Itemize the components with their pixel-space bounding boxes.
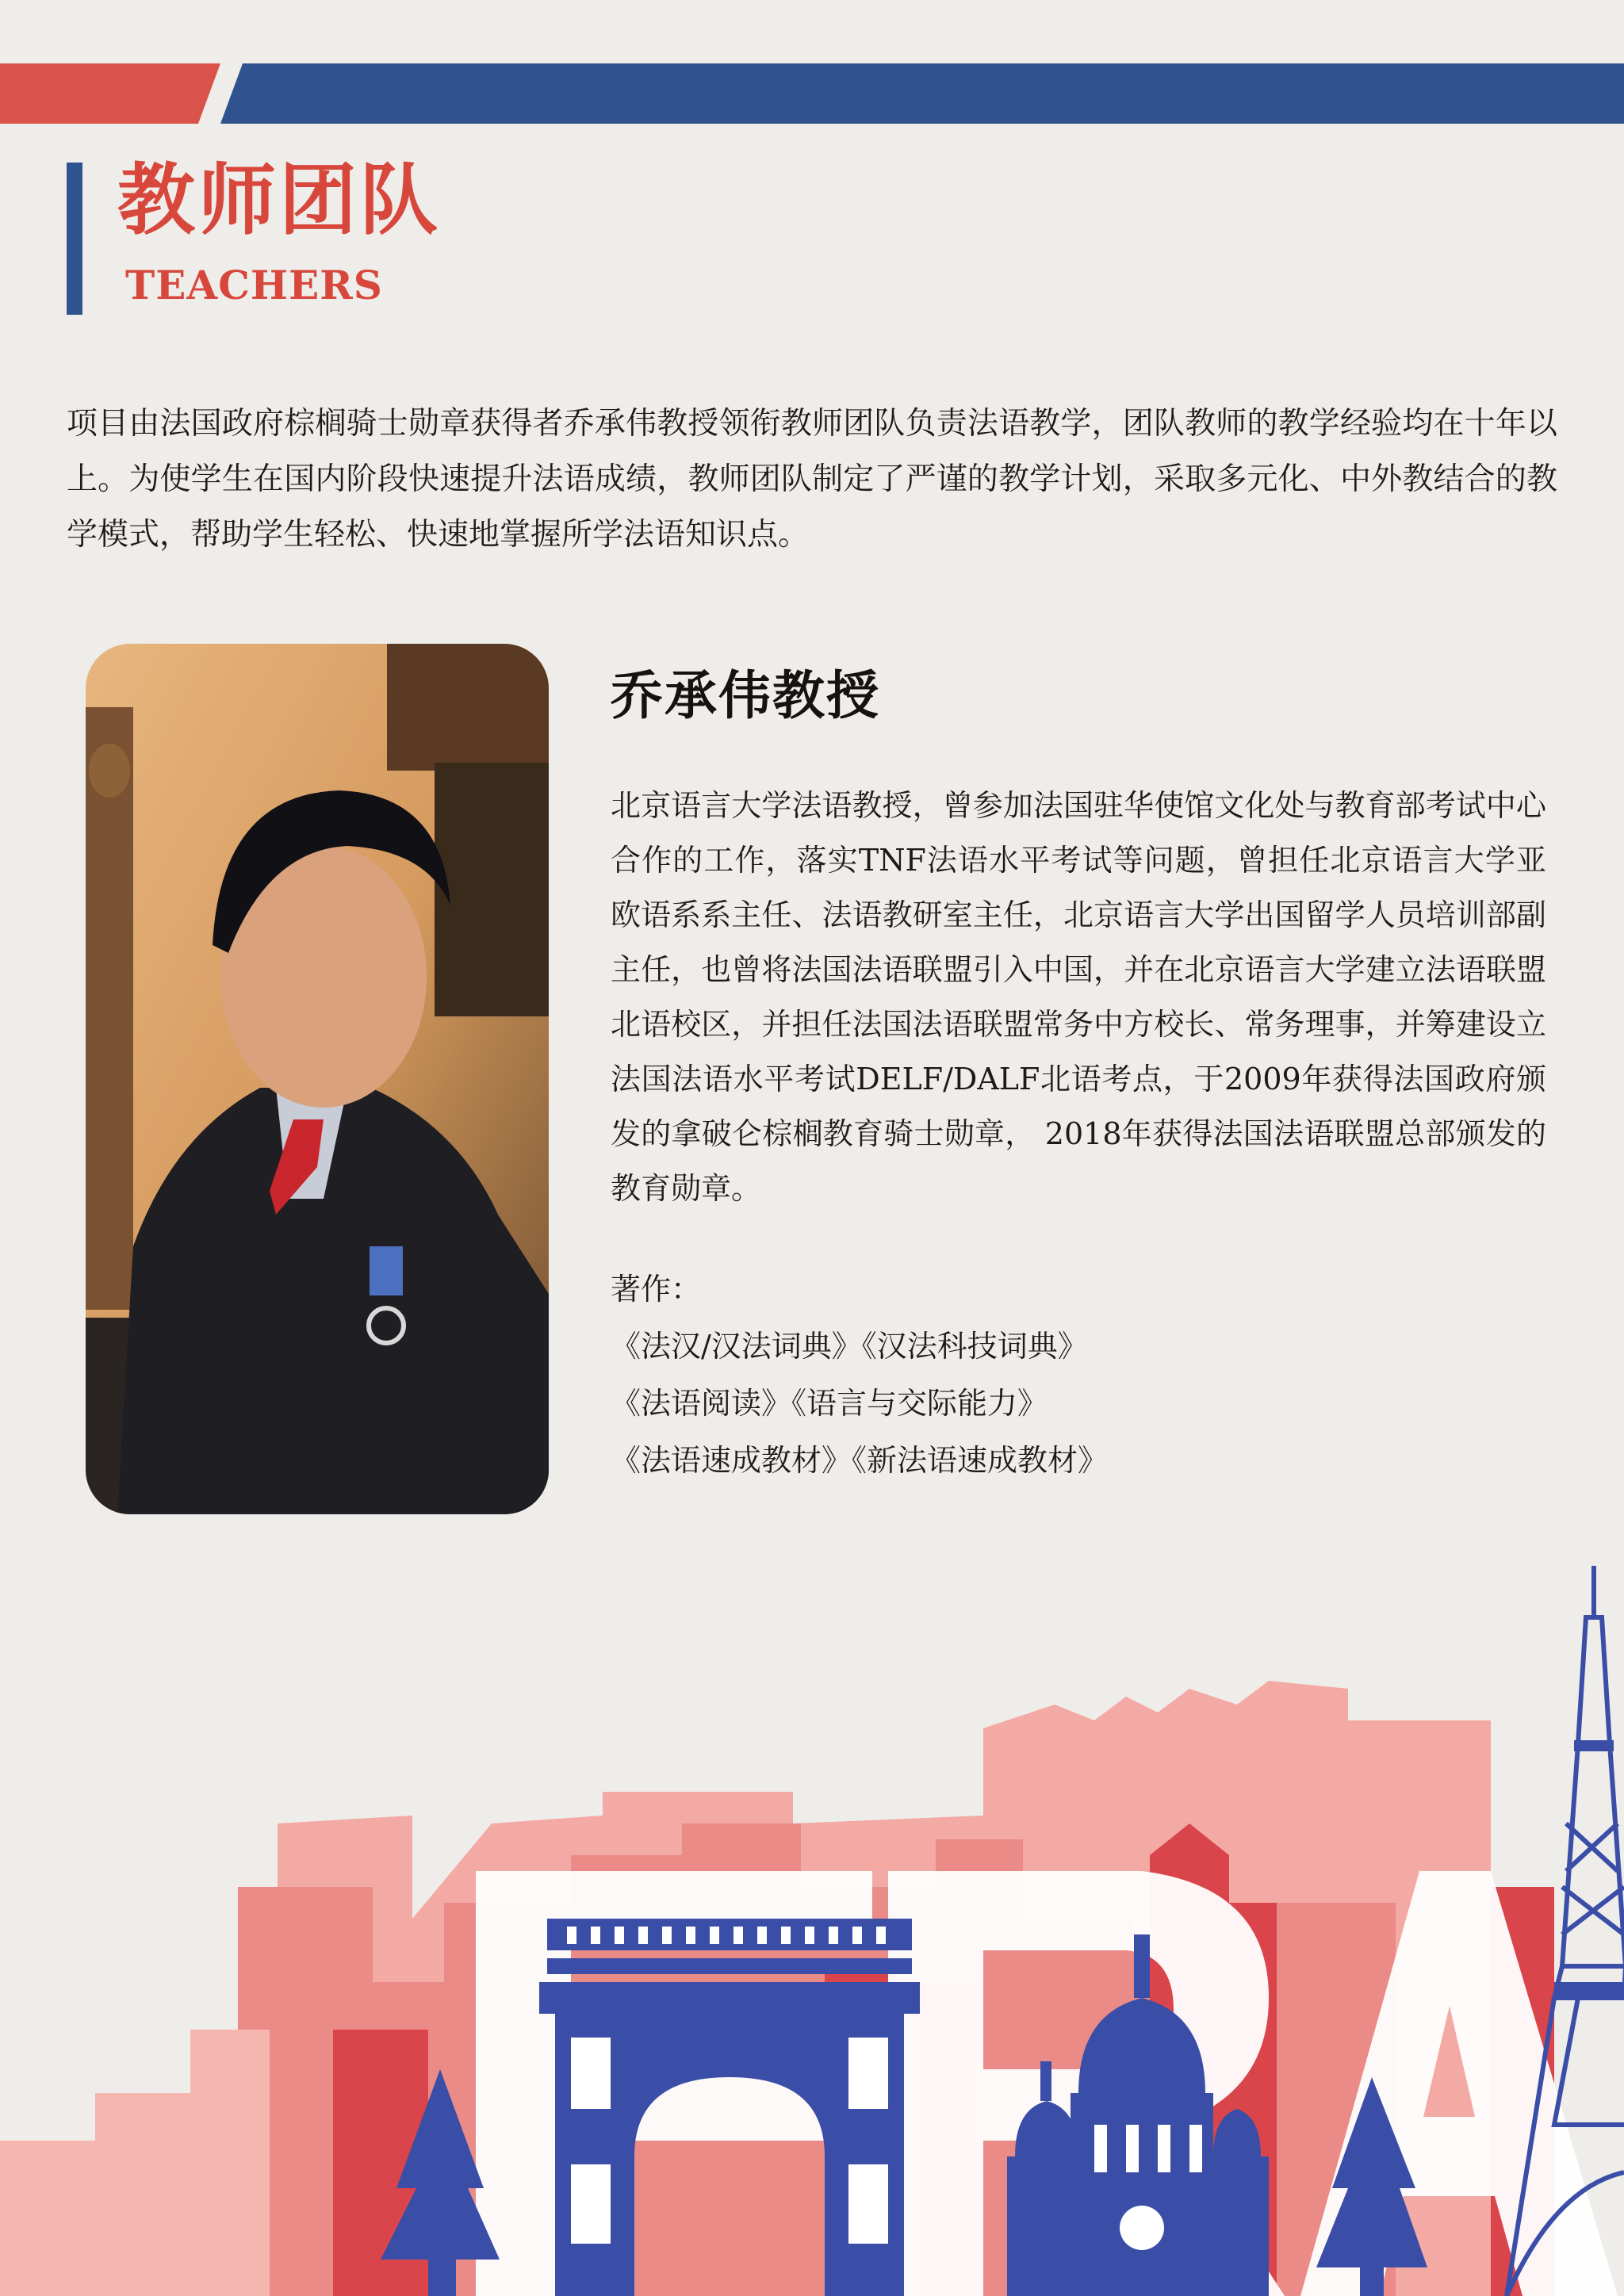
page-subtitle: TEACHERS <box>125 262 383 308</box>
professor-portrait-photo <box>86 644 549 1514</box>
intro-paragraph: 项目由法国政府棕榈骑士勋章获得者乔承伟教授领衔教师团队负责法语教学，团队教师的教学经验均在十年以上。为使学生在国内阶段快速提升法语成绩，教师团队制定了严谨的教学计划，采取多元化、中外教结合的教学模式，帮助学生轻松、快速地掌握所学法语知识点。 <box>67 406 1557 553</box>
professor-bio: 北京语言大学法语教授，曾参加法国驻华使馆文化处与教育部考试中心合作的工作，落实TNF法语水平考试等问题，曾担任北京语言大学亚欧语系系主任、法语教研室主任，北京语言大学出国留学人员培训部副主任，也曾将法国法语联盟引入中国，并在北京语言大学建立法语联盟北语校区，并担任法国法语联盟常务中方校长、常务理事，并筹建设立法国法语水平考试DELF/DALF北语考点，于2009年获得法国政府颁发的拿破仑棕榈教育骑士勋章， 2018年获得法国法语联盟总部颁发的教育勋章。 <box>611 788 1546 1206</box>
title-accent-bar <box>67 163 82 315</box>
works-item: 《法汉/汉法词典》《汉法科技词典》 <box>611 1329 1088 1364</box>
works-label: 著作： <box>611 1272 702 1307</box>
works-item: 《法语阅读》《语言与交际能力》 <box>611 1386 1048 1421</box>
professor-name: 乔承伟教授 <box>611 665 880 726</box>
works-item: 《法语速成教材》《新法语速成教材》 <box>611 1443 1109 1478</box>
paris-skyline-illustration <box>0 1554 1624 2296</box>
header-stripes <box>0 0 1624 135</box>
page-title: 教师团队 <box>117 155 442 246</box>
